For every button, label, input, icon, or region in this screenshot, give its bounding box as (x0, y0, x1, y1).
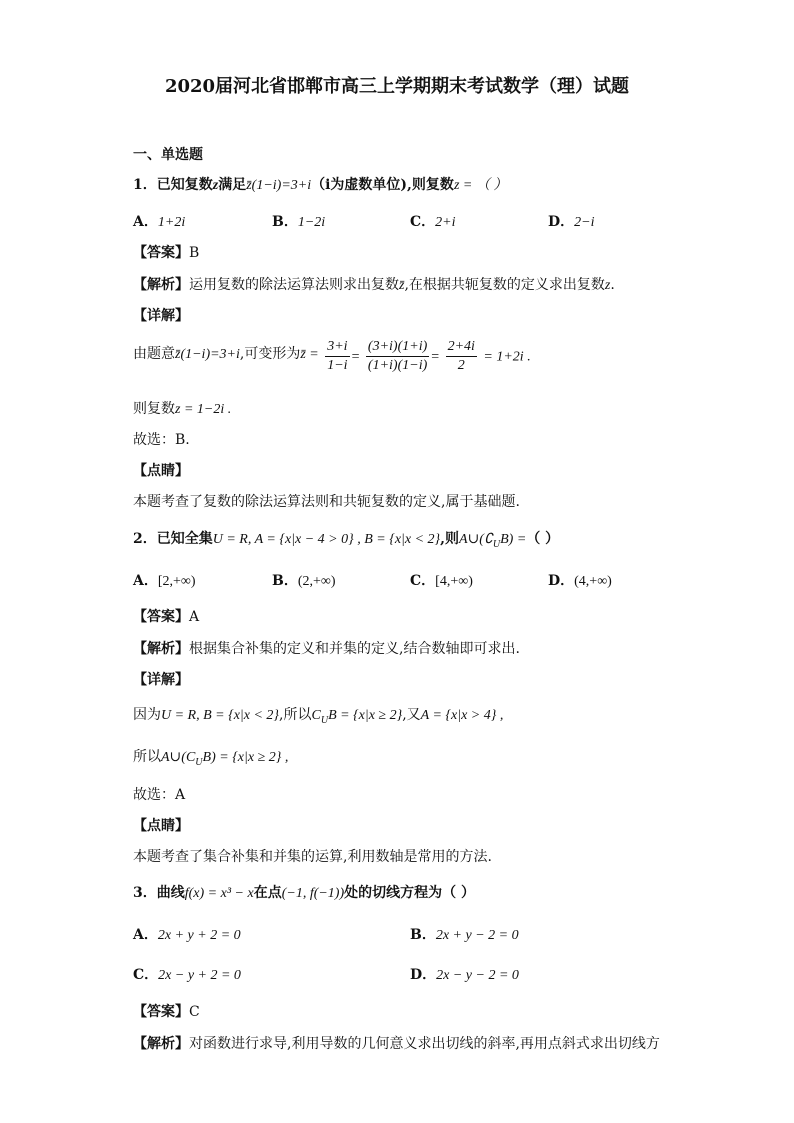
q1-comment: 本题考查了复数的除法运算法则和共轭复数的定义,属于基础题. (133, 494, 520, 510)
q1-choice: 故选：B. (133, 432, 190, 448)
q1-detail-heading: 【详解】 (133, 308, 189, 324)
q1-stem: 1．已知复数z满足z̄(1−i)=3+i（i为虚数单位),则复数z = （ ） (133, 177, 508, 193)
q1-fraction-3: $\frac{2+4i}{2}$ (447, 339, 475, 373)
q2-stem: 2．已知全集U = R, A = {x|x − 4 > 0} , B = {x|x < 2},则$A\cup(∁_UB)$ =（ ） (133, 531, 560, 550)
q1-detail-conclusion: 则复数z = 1−2i . (133, 401, 232, 417)
q1-option-d: D．2−i (548, 214, 595, 230)
q1-fraction-1: $\frac{3+i}{1-i}$ (327, 339, 348, 373)
q3-option-b: B．2x + y − 2 = 0 (410, 927, 519, 943)
q1-analysis: 【解析】运用复数的除法运算法则求出复数z̄,在根据共轭复数的定义求出复数z. (133, 277, 615, 293)
q2-option-c: C．[4,+∞) (410, 573, 473, 589)
q2-comment: 本题考查了集合补集和并集的运算,利用数轴是常用的方法. (133, 849, 492, 865)
q3-option-a: A．2x + y + 2 = 0 (133, 927, 241, 943)
q1-fraction-2: $\frac{(3+i)(1+i)}{(1+i)(1-i)}$ (367, 339, 428, 373)
q2-analysis: 【解析】根据集合补集的定义和并集的定义,结合数轴即可求出. (133, 641, 520, 657)
q1-option-a: A．1+2i (133, 214, 186, 230)
q3-answer: 【答案】C (133, 1004, 200, 1020)
q2-option-d: D．(4,+∞) (548, 573, 612, 589)
q2-answer: 【答案】A (133, 609, 200, 625)
q2-choice: 故选：A (133, 787, 186, 803)
q3-analysis: 【解析】对函数进行求导,利用导数的几何意义求出切线的斜率,再用点斜式求出切线方 (133, 1036, 660, 1052)
q2-comment-heading: 【点睛】 (133, 818, 189, 834)
q1-option-b: B．1−2i (272, 214, 326, 230)
q1-comment-heading: 【点睛】 (133, 463, 189, 479)
q2-detail-line1: 因为U = R, B = {x|x < 2},所以$C_UB = \{x|x \ge 2\}$,又A = {x|x > 4} , (133, 707, 504, 726)
q3-stem: 3．曲线f(x) = x³ − x在点(−1, f(−1))处的切线方程为（ ） (133, 885, 476, 901)
q1-answer: 【答案】B (133, 245, 200, 261)
q2-option-b: B．(2,+∞) (272, 573, 336, 589)
q3-option-d: D．2x − y − 2 = 0 (410, 967, 519, 983)
q1-option-c: C．2+i (410, 214, 456, 230)
q2-option-a: A．[2,+∞) (133, 573, 196, 589)
section-heading: 一、单选题 (133, 147, 203, 163)
q1-detail-derivation: 由题意z̄(1−i)=3+i,可变形为z̄ = $\frac{3+i}{1-i}$ = $\frac{(3+i)(1+i)}{(1+i)(1-i)}$ = $\frac{2+4i}{2}$ = 1+2i . (133, 339, 531, 373)
q2-detail-heading: 【详解】 (133, 672, 189, 688)
q3-option-c: C．2x − y + 2 = 0 (133, 967, 241, 983)
page-title: 2020届河北省邯郸市高三上学期期末考试数学（理）试题 (164, 76, 630, 97)
q2-detail-line2: 所以$A\cup(C_UB) = \{x|x \ge 2\}$ , (133, 749, 289, 768)
